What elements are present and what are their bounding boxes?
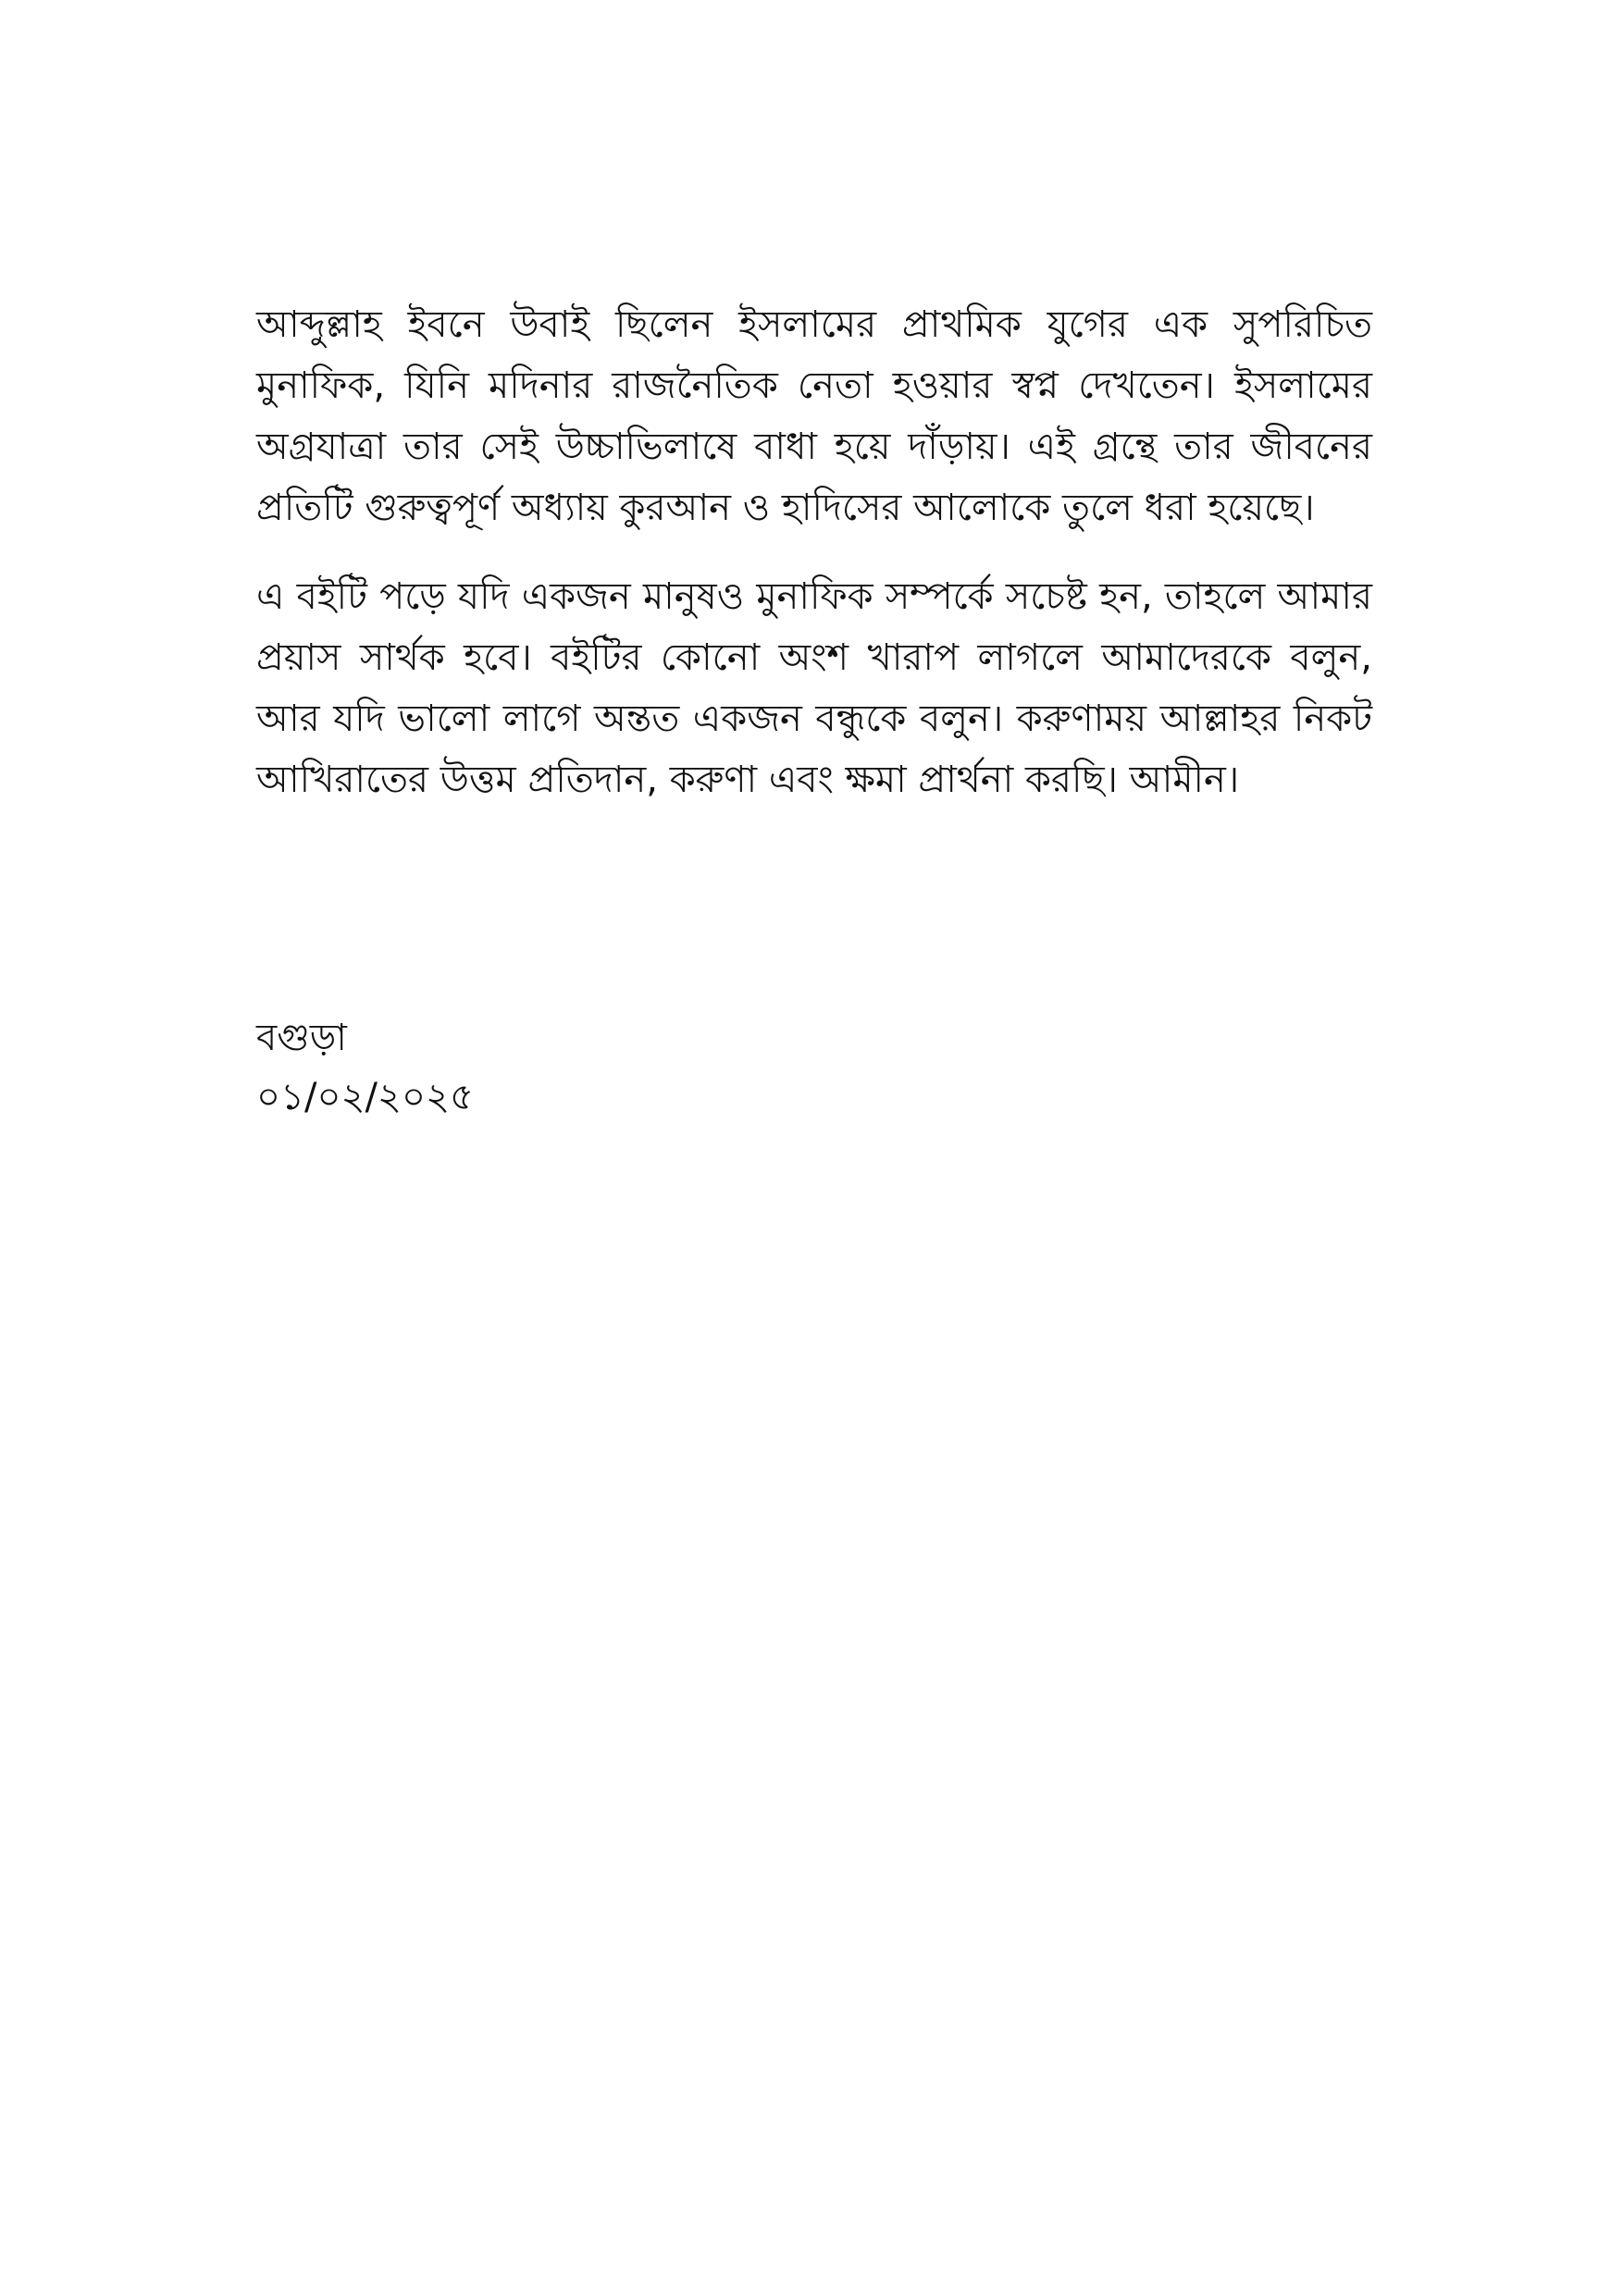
signature-block [256,1008,474,1127]
signature-date: ০১/০২/২০২৫ [256,1076,474,1118]
signature-place: বগুড়া [256,1017,347,1059]
preface-paragraph-2: এ বইটি পড়ে যদি একজন মানুষও মুনাফিক সম্পর্কে সচেষ্ট হন, তাহলে আমার প্রয়াস সার্থক হবে। বইটির কোনো অংশ খারাপ লাগলে আমাদেরকে বলুন, আর যদি ভালো লাগে অন্তত একজন বন্ধুকে বলুন। করুণাময় আল্লাহর নিকট আখিরাতের উত্তম প্রতিদান, করুণা এবং ক্ষমা প্রার্থনা করছি। আমীন। [256,575,1372,801]
preface-paragraph-1: আব্দুল্লাহ ইবনে উবাই ছিলেন ইসলামের প্রাথমিক যুগের এক সুপরিচিত মুনাফিক, যিনি মদিনার রাজনৈতিক নেতা হওয়ার স্বপ্ন দেখতেন। ইসলামের অগ্রযাত্রা তার সেই উচ্চাভিলাষে বাধা হয়ে দাঁড়ায়। এই গ্রন্থে তার জীবনের প্রতিটি গুরুত্বপূর্ণ অধ্যায় কুরআন ও হাদিসের আলোকে তুলে ধরা হয়েছে। [256,303,1372,529]
preface-body [256,294,1372,810]
